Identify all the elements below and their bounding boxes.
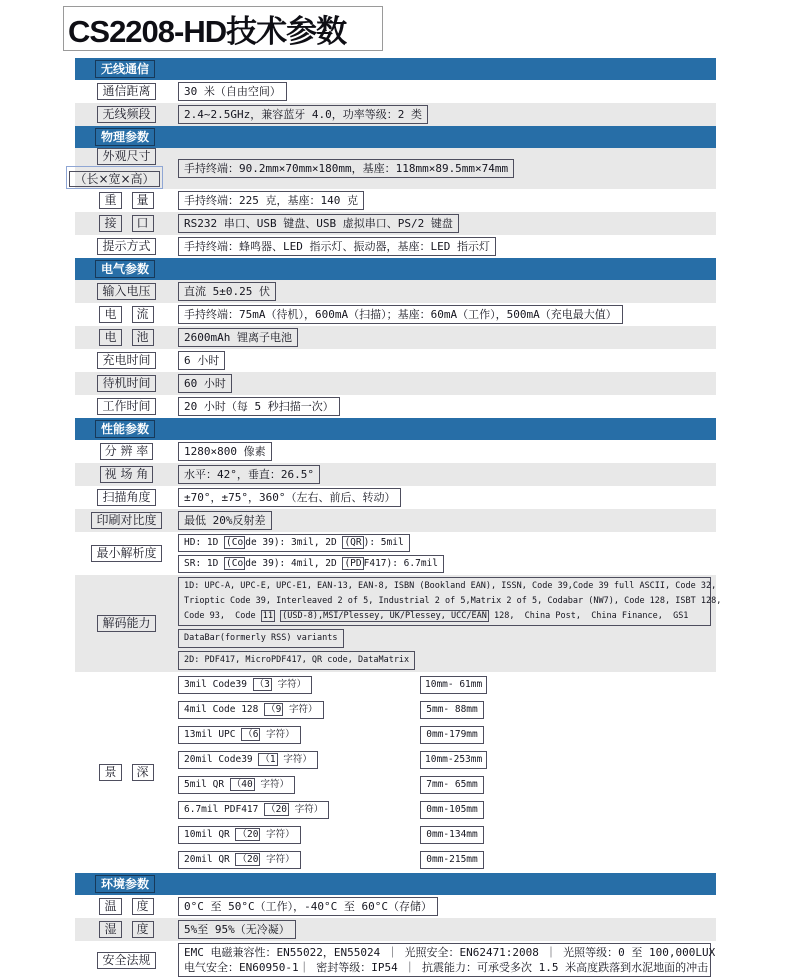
value-line [184, 284, 270, 299]
value-line [184, 945, 716, 960]
row-label: 视 场 角 [100, 466, 154, 483]
row-label: 最小解析度 [91, 545, 161, 562]
value-line [184, 609, 705, 624]
row-label-column [75, 941, 178, 979]
value-text: F417): 6.7mil [363, 558, 438, 569]
dof-char-count: （40 [231, 779, 253, 790]
row-value-column [178, 372, 716, 395]
row-label-column [75, 532, 178, 575]
row-label: 输入电压 [97, 283, 155, 300]
row-label-column [75, 80, 178, 103]
spec-row [75, 80, 716, 103]
section-title: 物理参数 [95, 128, 155, 146]
value-box [178, 629, 344, 648]
value-text: 6 小时 [184, 354, 220, 367]
row-label: 流 [132, 306, 154, 323]
dof-range-box: 7mm- 65mm [420, 776, 484, 794]
dof-symbology-box [178, 726, 301, 744]
row-label: 量 [132, 192, 154, 209]
value-inner-box: (PD [344, 558, 362, 569]
row-value-column [178, 103, 716, 126]
dof-char-count: （1 [260, 754, 276, 765]
spec-row [75, 372, 716, 395]
row-label-column [75, 672, 178, 873]
value-box [178, 651, 415, 670]
spec-row [75, 148, 716, 189]
value-box [178, 82, 287, 101]
dof-symbology-suffix: 字符） [277, 754, 312, 765]
row-value-column [178, 326, 716, 349]
dof-symbology-box [178, 751, 318, 769]
row-value-column [178, 303, 716, 326]
value-box [178, 555, 444, 573]
value-text: 5%至 95%（无冷凝） [184, 923, 290, 936]
value-box [178, 577, 722, 626]
dof-row [178, 824, 716, 846]
section-title: 性能参数 [95, 420, 155, 438]
row-value-column [178, 895, 716, 918]
row-label: 电 [99, 306, 121, 323]
value-box [178, 534, 410, 552]
row-label: 解码能力 [97, 615, 155, 632]
row-label: 接 [99, 215, 121, 232]
value-box [178, 511, 272, 530]
value-inner-box: (QR [344, 537, 362, 548]
value-text: 手持终端：蜂鸣器、LED 指示灯、振动器，基座：LED 指示灯 [184, 240, 490, 253]
spec-row [75, 918, 716, 941]
value-line [184, 579, 717, 594]
row-label-column [75, 395, 178, 418]
row-label: 工作时间 [97, 398, 155, 415]
spec-row [75, 280, 716, 303]
value-text: DataBar(formerly RSS) variants [184, 633, 338, 643]
value-line [184, 490, 395, 505]
row-label: 深 [132, 764, 154, 781]
value-line [184, 899, 432, 914]
spec-row [75, 509, 716, 532]
row-label: 温 [99, 898, 121, 915]
row-value-column [178, 918, 716, 941]
row-value-column [178, 463, 716, 486]
value-inner-box: (Co [226, 558, 244, 569]
dof-range-box: 5mm- 88mm [420, 701, 484, 719]
row-value-column [178, 235, 716, 258]
value-text: de 39): 3mil, 2D [245, 537, 343, 548]
dof-symbology-text: 20mil Code39 [184, 754, 259, 765]
value-text: RS232 串口、USB 键盘、USB 虚拟串口、PS/2 键盘 [184, 217, 453, 230]
value-line [184, 631, 338, 646]
dof-symbology-text: 6.7mil PDF417 [184, 804, 265, 815]
row-sublabel-frame [66, 166, 162, 189]
row-label-stack [74, 148, 174, 189]
row-label: 外观尺寸 [97, 148, 155, 165]
value-box [178, 465, 320, 484]
dof-range-box: 0mm-215mm [420, 851, 484, 869]
value-text: 2.4~2.5GHz，兼容蓝牙 4.0，功率等级：2 类 [184, 108, 422, 121]
section-header [75, 58, 716, 80]
value-text: HD: 1D [184, 537, 225, 548]
row-label: 充电时间 [97, 352, 155, 369]
dof-symbology-text: 3mil Code39 [184, 679, 253, 690]
row-value-column [178, 395, 716, 418]
dof-symbology-text: 13mil UPC [184, 729, 242, 740]
value-text: 60 小时 [184, 377, 226, 390]
row-label: 度 [132, 898, 154, 915]
value-text: 电气安全：EN60950-1｜ 密封等级：IP54 ｜ 抗震能力：可承受多次 1.5 米高度跌落到水泥地面的冲击 [184, 961, 709, 974]
section-header [75, 258, 716, 280]
row-label-column [75, 509, 178, 532]
spec-row [75, 486, 716, 509]
row-value-column [178, 575, 722, 672]
value-box [178, 897, 438, 916]
row-label-column [75, 189, 178, 212]
value-line [184, 399, 334, 414]
row-label-column [75, 235, 178, 258]
row-label: 重 [99, 192, 121, 209]
value-box [178, 237, 496, 256]
dof-symbology-suffix: 字符） [289, 804, 324, 815]
dof-symbology-box [178, 776, 295, 794]
spec-row [75, 103, 716, 126]
dof-char-count: （6 [243, 729, 259, 740]
spec-row [75, 395, 716, 418]
row-value-column [178, 941, 716, 979]
row-label: 待机时间 [97, 375, 155, 392]
row-label-column [75, 575, 178, 672]
dof-row [178, 699, 716, 721]
row-value-column [178, 157, 716, 180]
value-box [178, 282, 276, 301]
value-text: 0°C 至 50°C（工作），-40°C 至 60°C（存储） [184, 900, 432, 913]
value-box [178, 105, 428, 124]
value-line [184, 922, 290, 937]
row-label-column [75, 148, 178, 189]
row-label: 安全法规 [97, 952, 155, 969]
row-label: 印刷对比度 [91, 512, 161, 529]
dof-row [178, 774, 716, 796]
row-label: 池 [132, 329, 154, 346]
value-line [184, 307, 617, 322]
value-inner-box: (Co [226, 537, 244, 548]
title-box [63, 6, 383, 51]
dof-char-count: （3 [254, 679, 270, 690]
dof-char-count: （20 [266, 804, 288, 815]
dof-row [178, 849, 716, 871]
spec-row [75, 575, 722, 672]
dof-row [178, 749, 716, 771]
row-label-column [75, 440, 178, 463]
value-line [184, 376, 226, 391]
spec-row [75, 235, 716, 258]
dof-row [178, 674, 716, 696]
dof-symbology-suffix: 字符） [283, 704, 318, 715]
dof-char-count: （20 [237, 854, 259, 865]
spec-row [75, 326, 716, 349]
section-header [75, 418, 716, 440]
dof-row [178, 799, 716, 821]
row-value-column [178, 349, 716, 372]
dof-symbology-suffix: 字符） [260, 854, 295, 865]
spec-table [74, 58, 722, 979]
value-text: Trioptic Code 39, Interleaved 2 of 5, Industrial 2 of 5,Matrix 2 of 5, Codabar (NW7), Code 128, ISBT 128, [184, 596, 722, 606]
page-title: CS2208-HD技术参数 [68, 14, 347, 49]
dof-symbology-box [178, 826, 301, 844]
value-line [184, 107, 422, 122]
value-line [184, 960, 709, 975]
value-line [184, 444, 266, 459]
dof-symbology-suffix: 字符） [254, 779, 289, 790]
value-line [184, 216, 453, 231]
row-label-column [75, 280, 178, 303]
section-title: 环境参数 [95, 875, 155, 893]
row-label-column [75, 895, 178, 918]
row-value-column [178, 486, 716, 509]
row-label: 提示方式 [97, 238, 155, 255]
dof-symbology-text: 5mil QR [184, 779, 230, 790]
value-text: 手持终端：90.2mm×70mm×180mm，基座：118mm×89.5mm×74mm [184, 162, 509, 175]
row-label-column [75, 486, 178, 509]
value-box [178, 943, 716, 977]
row-sublabel: （长×宽×高） [69, 171, 159, 187]
dof-symbology-box [178, 701, 324, 719]
value-text: 手持终端：225 克，基座：140 克 [184, 194, 358, 207]
dof-symbology-suffix: 字符） [260, 729, 295, 740]
row-label-column [75, 326, 178, 349]
dof-range-box: 0mm-134mm [420, 826, 484, 844]
value-inner-box: (USD-8),MSI/Plessey, UK/Plessey, UCC/EAN [282, 611, 487, 621]
value-box [178, 374, 232, 393]
row-label-column [75, 103, 178, 126]
value-text: 20 小时（每 5 秒扫描一次） [184, 400, 334, 413]
dof-char-count: （9 [266, 704, 282, 715]
section-header [75, 126, 716, 148]
row-label-column [75, 349, 178, 372]
value-text: 水平：42°，垂直：26.5° [184, 468, 314, 481]
row-label-column [75, 918, 178, 941]
value-line [184, 513, 266, 528]
value-line [184, 161, 508, 176]
row-value-column [178, 189, 716, 212]
row-label-column [75, 212, 178, 235]
dof-range-box: 0mm-179mm [420, 726, 484, 744]
value-text: de 39): 4mil, 2D [245, 558, 343, 569]
value-text: 128, China Post, China Finance, GS1 [488, 611, 689, 621]
row-label: 无线频段 [97, 106, 155, 123]
value-text: 1280×800 像素 [184, 445, 266, 458]
row-value-column [178, 440, 716, 463]
row-label-column [75, 463, 178, 486]
row-label-column [75, 303, 178, 326]
value-line [184, 653, 409, 668]
dof-char-count: （20 [237, 829, 259, 840]
spec-row [75, 463, 716, 486]
row-value-column [178, 509, 716, 532]
value-box [178, 159, 514, 178]
dof-symbology-suffix: 字符） [271, 679, 307, 690]
row-label: 分 辨 率 [100, 443, 154, 460]
value-inner-box: 11 [262, 611, 274, 621]
dof-symbology-text: 4mil Code 128 [184, 704, 265, 715]
dof-symbology-text: 20mil QR [184, 854, 236, 865]
spec-row [75, 212, 716, 235]
dof-symbology-suffix: 字符） [260, 829, 295, 840]
value-text: ): 5mil [363, 537, 404, 548]
value-line [184, 353, 219, 368]
spec-row [75, 303, 716, 326]
section-header [75, 873, 716, 895]
value-box [178, 328, 298, 347]
dof-symbology-box [178, 801, 329, 819]
value-text: SR: 1D [184, 558, 225, 569]
value-line [184, 239, 490, 254]
value-text: 2D: PDF417, MicroPDF417, QR code, DataMatrix [184, 655, 410, 665]
value-box [178, 305, 623, 324]
section-title: 电气参数 [95, 260, 155, 278]
dof-range-box: 10mm- 61mm [420, 676, 487, 694]
value-text: EMC 电磁兼容性：EN55022，EN55024 ｜ 光照安全：EN62471:2008 ｜ 光照等级：0 至 100,000LUX [184, 946, 716, 959]
value-line [184, 467, 314, 482]
dof-symbology-text: 10mil QR [184, 829, 236, 840]
spec-row [75, 349, 716, 372]
spec-row [75, 672, 716, 873]
value-line [184, 594, 722, 609]
spec-row [75, 189, 716, 212]
row-label: 湿 [99, 921, 121, 938]
spec-row [75, 440, 716, 463]
row-label: 扫描角度 [97, 489, 155, 506]
value-text: 30 米（自由空间） [184, 85, 281, 98]
row-label-column [75, 372, 178, 395]
spec-row [75, 895, 716, 918]
row-label: 口 [132, 215, 154, 232]
row-value-column [178, 672, 716, 873]
spec-row [75, 532, 716, 575]
value-text: ±70°，±75°，360°（左右、前后、转动） [184, 491, 396, 504]
dof-range-box: 0mm-105mm [420, 801, 484, 819]
value-text: 2600mAh 锂离子电池 [184, 331, 292, 344]
value-box [178, 397, 340, 416]
value-line [184, 193, 358, 208]
dof-symbology-box [178, 676, 312, 694]
value-line [184, 557, 438, 571]
value-text: 1D: UPC-A, UPC-E, UPC-E1, EAN-13, EAN-8, ISBN (Bookland EAN), ISSN, Code 39,Code 39 full ASCII, Code 32, [184, 581, 717, 591]
row-label: 度 [132, 921, 154, 938]
row-label: 通信距离 [97, 83, 155, 100]
value-line [184, 84, 281, 99]
value-box [178, 191, 364, 210]
value-line [184, 330, 292, 345]
value-text: Code 93, Code [184, 611, 261, 621]
value-box [178, 488, 401, 507]
row-label: 电 [99, 329, 121, 346]
dof-symbology-box [178, 851, 301, 869]
dof-range-box: 10mm-253mm [420, 751, 487, 769]
value-text: 直流 5±0.25 伏 [184, 285, 270, 298]
value-line [184, 536, 404, 550]
dof-row [178, 724, 716, 746]
row-value-column [178, 532, 716, 575]
value-box [178, 214, 459, 233]
row-label: 景 [99, 764, 121, 781]
value-box [178, 920, 296, 939]
value-text: 最低 20%反射差 [184, 514, 266, 527]
value-box [178, 351, 225, 370]
row-value-column [178, 280, 716, 303]
value-box [178, 442, 272, 461]
value-text: 手持终端：75mA（待机），600mA（扫描）；基座：60mA（工作），500mA（充电最大值） [184, 308, 617, 321]
row-value-column [178, 212, 716, 235]
row-value-column [178, 80, 716, 103]
spec-row [75, 941, 716, 979]
section-title: 无线通信 [95, 60, 155, 78]
